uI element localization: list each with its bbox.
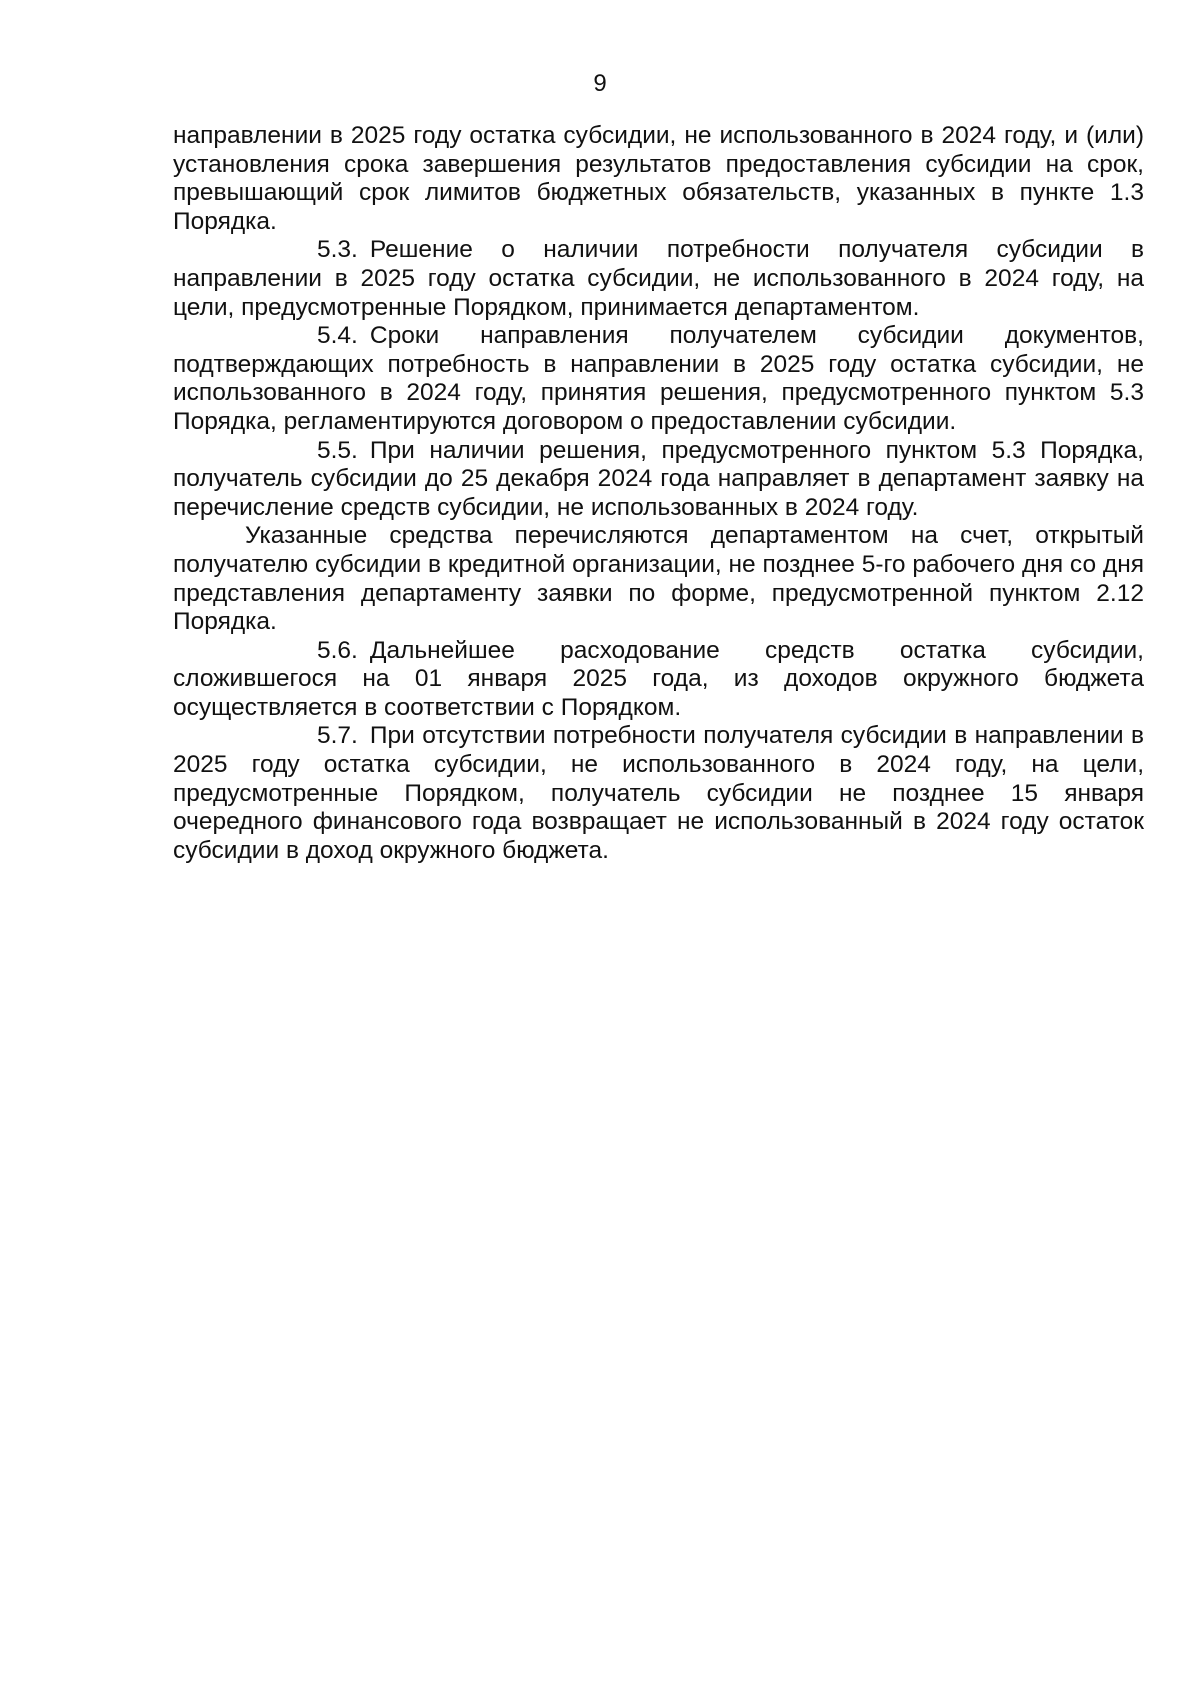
paragraph-5-5 <box>173 437 1144 523</box>
paragraph-number: 5.4. <box>317 322 358 350</box>
paragraph-text: Указанные средства перечисляются департаментом на счет, открытый получателю субсидии в кредитной организации, не позднее 5-го рабочего дня со дня представления департаменту заявки по форме, предусмотренной пунктом 2.12 Порядка. <box>173 522 1144 636</box>
paragraph-text: направлении в 2025 году остатка субсидии, не использованного в 2024 году, и (или) установления срока завершения результатов предоставления субсидии на срок, превышающий срок лимитов бюджетных обязательств, указанных в пункте 1.3 Порядка. <box>173 122 1144 235</box>
paragraph-5-5-continued <box>173 522 1144 636</box>
paragraph-text: Дальнейшее расходование средств остатка субсидии, сложившегося на 01 января 2025 года, из доходов окружного бюджета осуществляется в соответствии с Порядком. <box>173 636 1144 721</box>
paragraph-5-6 <box>173 637 1144 723</box>
paragraph-text: Решение о наличии потребности получателя субсидии в направлении в 2025 году остатка субсидии, не использованного в 2024 году, на цели, предусмотренные Порядком, принимается департаментом. <box>173 236 1144 321</box>
paragraph-number: 5.6. <box>317 636 358 664</box>
paragraph-number: 5.3. <box>317 236 358 264</box>
paragraph-text: Сроки направления получателем субсидии документов, подтверждающих потребность в направлении в 2025 году остатка субсидии, не использованного в 2024 году, принятия решения, предусмотренного пунктом 5.3 Порядка, регламентируются договором о предоставлении субсидии. <box>173 322 1144 435</box>
paragraph-number: 5.5. <box>317 436 358 464</box>
paragraph-continuation <box>173 122 1144 236</box>
paragraph-5-4 <box>173 322 1144 436</box>
paragraph-5-7 <box>173 722 1144 865</box>
paragraph-text: При наличии решения, предусмотренного пунктом 5.3 Порядка, получатель субсидии до 25 декабря 2024 года направляет в департамент заявку на перечисление средств субсидии, не использованных в 2024 году. <box>173 436 1144 521</box>
document-body <box>173 122 1144 865</box>
paragraph-text: При отсутствии потребности получателя субсидии в направлении в 2025 году остатка субсидии, не использованного в 2024 году, на цели, предусмотренные Порядком, получатель субсидии не позднее 15 января очередного финансового года возвращает не использованный в 2024 году остаток субсидии в доход окружного бюджета. <box>173 722 1144 864</box>
paragraph-number: 5.7. <box>317 722 358 750</box>
paragraph-5-3 <box>173 236 1144 322</box>
page-number: 9 <box>593 70 607 97</box>
